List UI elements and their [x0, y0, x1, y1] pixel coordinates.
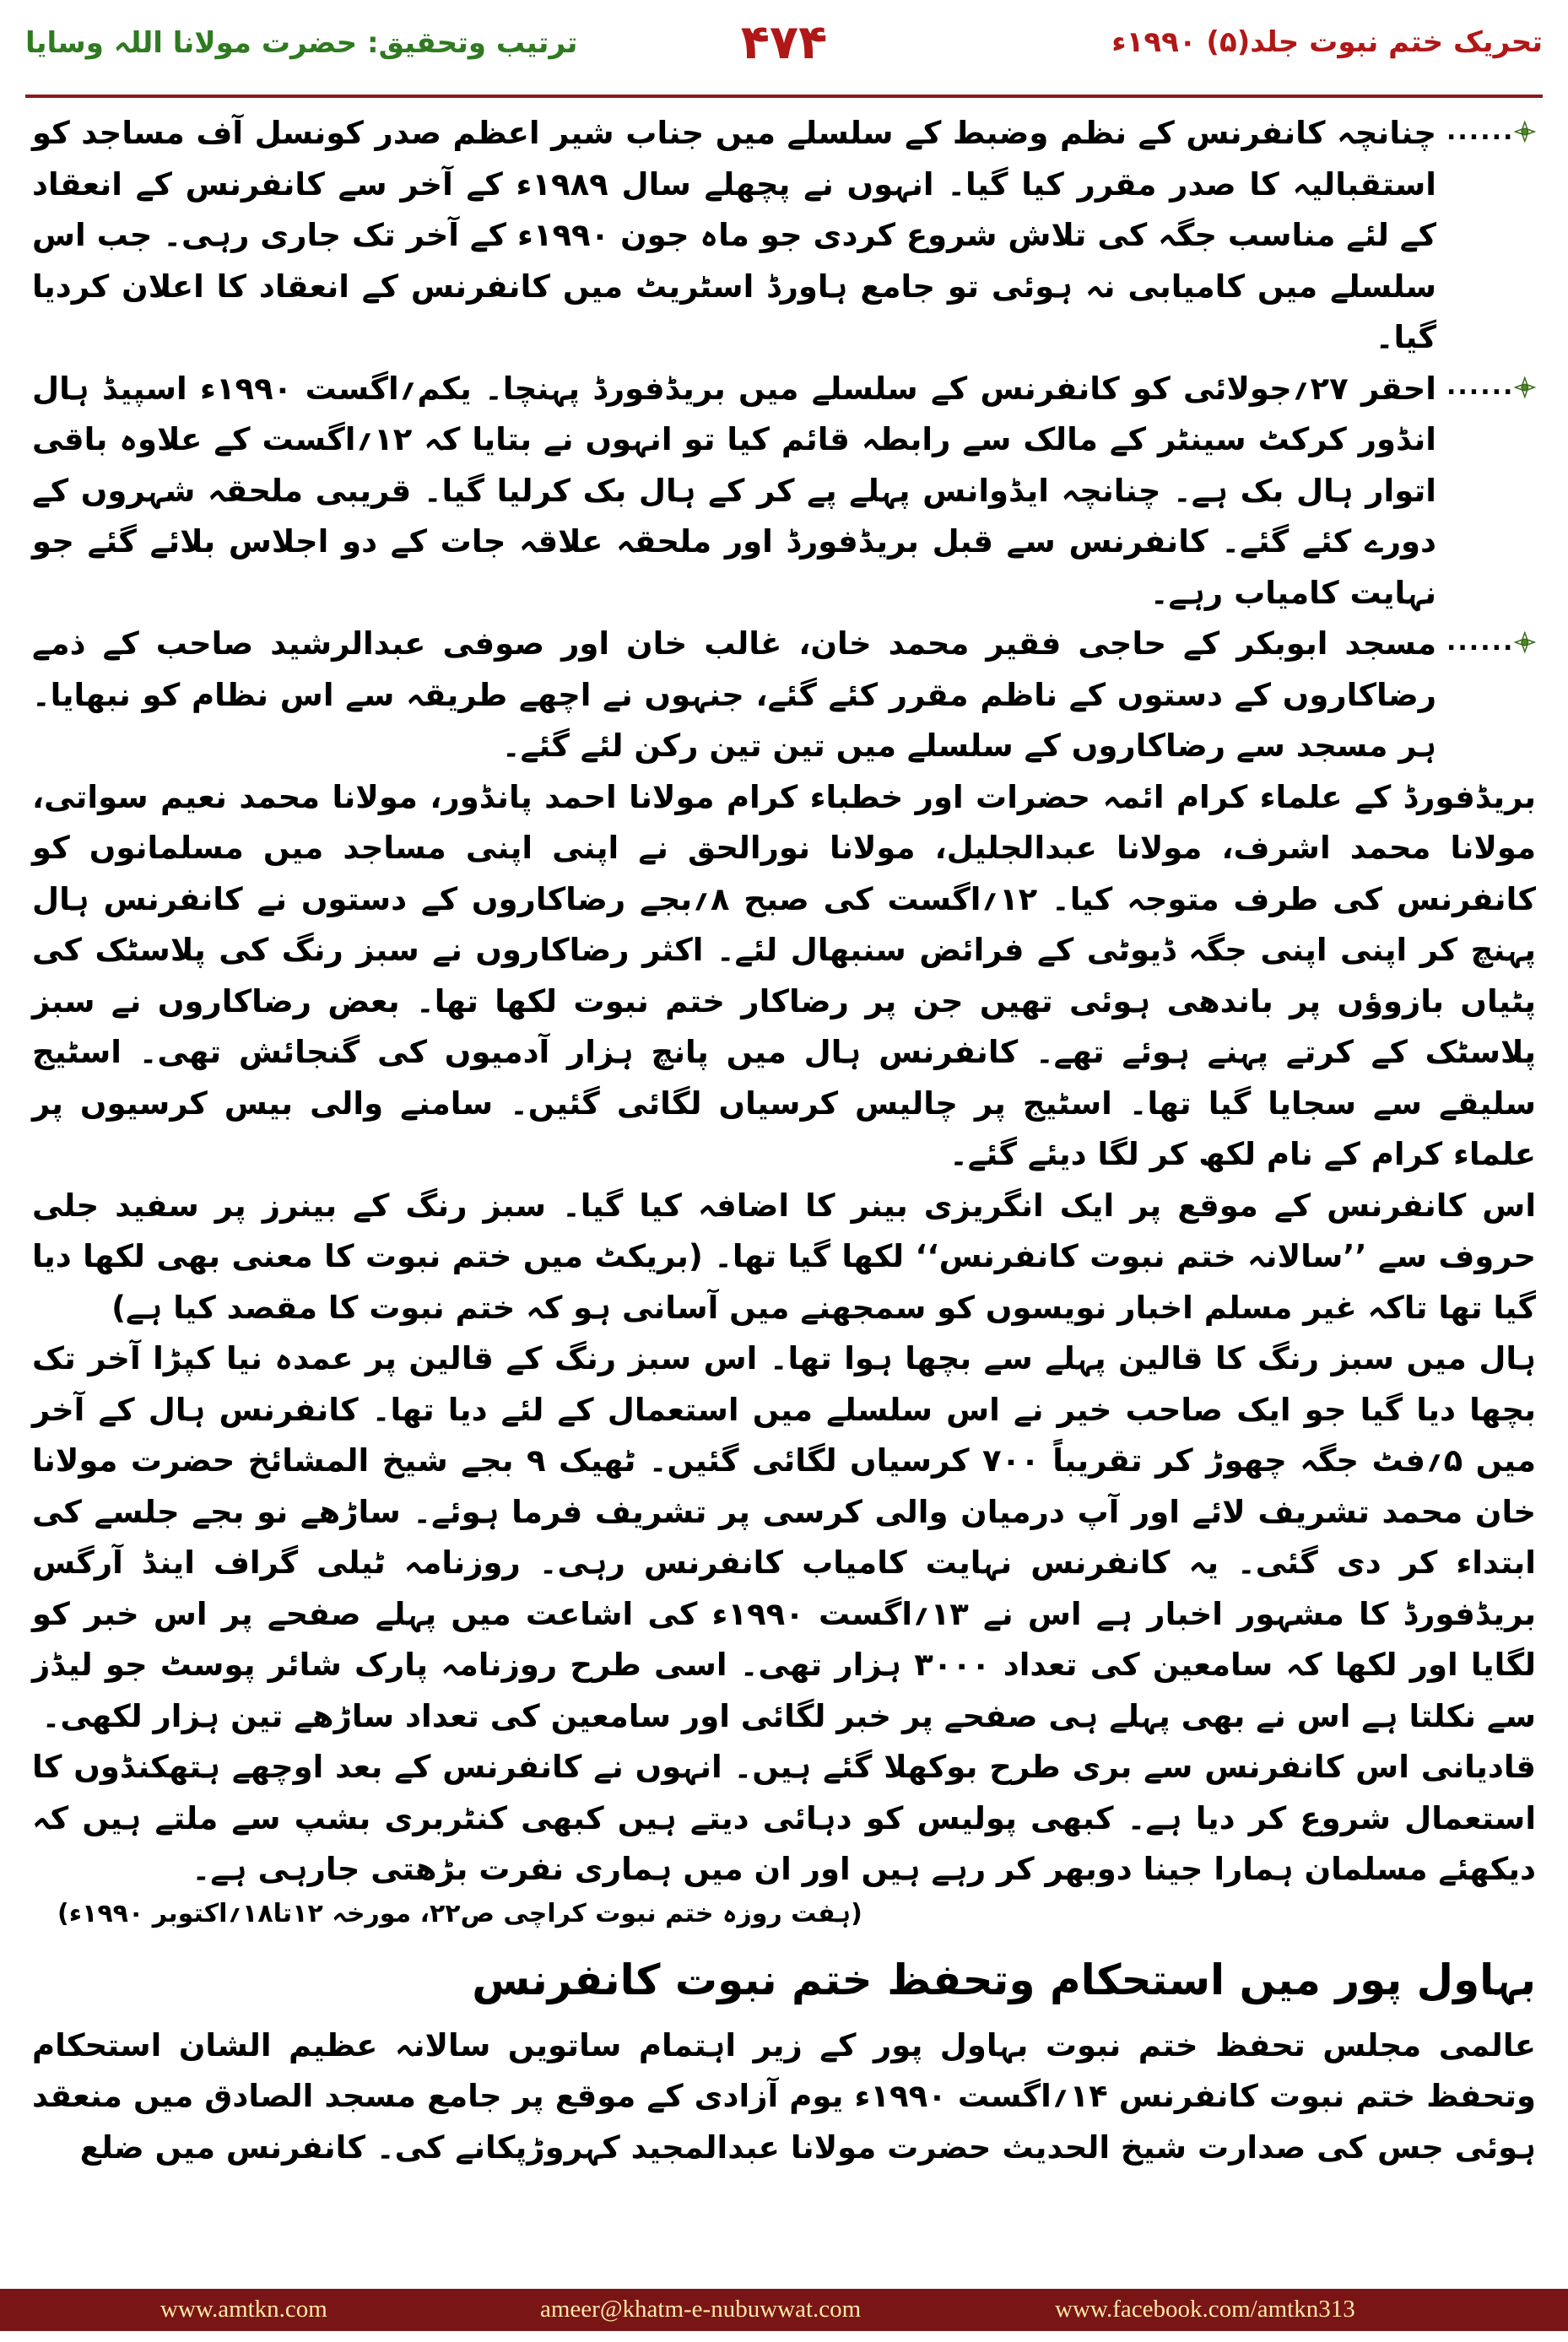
paragraph-1: چنانچہ کانفرنس کے نظم وضبط کے سلسلے میں جناب شیر اعظم صدر کونسل آف مساجد کو استقبالیہ کا صدر مقرر کیا گیا۔ انہوں نے پچھلے سال ۱۹۸۹ء کے آخر سے کانفرنس کے انعقاد کے لئے مناسب جگہ کی تلاش شروع کردی جو ماہ جون ۱۹۹۰ء کے آخر تک جاری رہی۔ جب اس سلسلے میں کامیابی نہ ہوئی تو جامع ہاورڈ اسٹریٹ میں کانفرنس کے انعقاد کا اعلان کردیا گیا۔	[32, 115, 1436, 355]
bullet-dots: ......	[1446, 371, 1515, 402]
ornament-star-icon	[1514, 373, 1536, 402]
ornament-star-icon	[1514, 117, 1536, 146]
facebook-link[interactable]: www.facebook.com/amtkn313	[1055, 2296, 1355, 2323]
page-header	[0, 0, 1568, 93]
paragraph-6: ہال میں سبز رنگ کا قالین پہلے سے بچھا ہوا تھا۔ اس سبز رنگ کے قالین پر عمدہ نیا کپڑا آخر تک بچھا دیا گیا جو ایک صاحب خیر نے اس سلسلے میں استعمال کے لئے دیا تھا۔ کانفرنس ہال کے آخر میں ۵؍فٹ جگہ چھوڑ کر تقریباً ۷۰۰ کرسیاں لگائی گئیں۔ ٹھیک ۹ بجے شیخ المشائخ حضرت مولانا خان محمد تشریف لائے اور آپ درمیان والی کرسی پر تشریف فرما ہوئے۔ ساڑھے نو بجے جلسے کی ابتداء کر دی گئی۔ یہ کانفرنس نہایت کامیاب کانفرنس رہی۔ روزنامہ ٹیلی گراف اینڈ آرگس بریڈفورڈ کا مشہور اخبار ہے اس نے ۱۳؍اگست ۱۹۹۰ء کی اشاعت میں پہلے صفحے پر اس خبر کو لگایا اور لکھا کہ سامعین کی تعداد ۳۰۰۰ ہزار تھی۔ اسی طرح روزنامہ پارک شائر پوسٹ جو لیڈز سے نکلتا ہے اس نے بھی پہلے ہی صفحے پر خبر لگائی اور سامعین کی تعداد ساڑھے تین ہزار لکھی۔	[32, 1340, 1536, 1734]
footer-bar	[0, 2289, 1568, 2331]
bullet-marker	[1443, 369, 1536, 406]
section-paragraph-1: عالمی مجلس تحفظ ختم نبوت بہاول پور کے زیر اہتمام ساتویں سالانہ عظیم الشان استحکام وتحفظ ختم نبوت کانفرنس ۱۴؍اگست ۱۹۹۰ء یوم آزادی کے موقع پر جامع مسجد الصادق میں منعقد ہوئی جس کی صدارت شیخ الحدیث حضرت مولانا عبدالمجید کہروڑپکانے کی۔ کانفرنس میں ضلع	[32, 2026, 1536, 2166]
bullet-marker	[1443, 624, 1536, 661]
email-link[interactable]: ameer@khatm-e-nubuwwat.com	[540, 2296, 862, 2323]
header-book-title: تحریک ختم نبوت جلد(۵) ۱۹۹۰ء	[1111, 25, 1543, 59]
paragraph-5: اس کانفرنس کے موقع پر ایک انگریزی بینر کا اضافہ کیا گیا۔ سبز رنگ کے بینرز پر سفید جلی حروف سے ’’سالانہ ختم نبوت کانفرنس‘‘ لکھا گیا تھا۔ (بریکٹ میں ختم نبوت کا معنی بھی لکھا دیا گیا تھا تاکہ غیر مسلم اخبار نویسوں کو سمجھنے میں آسانی ہو کہ ختم نبوت کا مقصد کیا ہے)	[32, 1187, 1536, 1326]
page-body	[32, 108, 1536, 2173]
bullet-paragraph	[32, 364, 1536, 619]
bullet-dots: ......	[1446, 116, 1515, 146]
paragraph-3: مسجد ابوبکر کے حاجی فقیر محمد خان، غالب خان اور صوفی عبدالرشید صاحب کے ذمے رضاکاروں کے دستوں کے ناظم مقرر کئے گئے، جنہوں نے اچھے طریقہ سے اس نظام کو نبھایا۔ ہر مسجد سے رضاکاروں کے سلسلے میں تین تین رکن لئے گئے۔	[32, 625, 1436, 764]
paragraph-7: قادیانی اس کانفرنس سے بری طرح بوکھلا گئے ہیں۔ انہوں نے کانفرنس کے بعد اوچھے ہتھکنڈوں کا استعمال شروع کر دیا ہے۔ کبھی پولیس کو دہائی دیتے ہیں کبھی کنٹربری بشپ سے ملتے ہیں کہ دیکھئے مسلمان ہمارا جینا دوبھر کر رہے ہیں اور ان میں ہماری نفرت بڑھتی جارہی ہے۔	[32, 1749, 1536, 1887]
section-heading: بہاول پور میں استحکام وتحفظ ختم نبوت کانفرنس	[472, 1955, 1536, 2004]
bullet-marker	[1443, 113, 1536, 150]
paragraph-4: بریڈفورڈ کے علماء کرام ائمہ حضرات اور خطباء کرام مولانا احمد پانڈور، مولانا محمد نعیم سواتی، مولانا محمد اشرف، مولانا عبدالجلیل، مولانا نورالحق نے اپنی اپنی مساجد میں مسلمانوں کو کانفرنس کی طرف متوجہ کیا۔ ۱۲؍اگست کی صبح ۸؍بجے رضاکاروں کے دستوں نے کانفرنس ہال پہنچ کر اپنی اپنی جگہ ڈیوٹی کے فرائض سنبھال لئے۔ اکثر رضاکاروں نے سبز رنگ کی پلاسٹک کی پٹیاں بازوؤں پر باندھی ہوئی تھیں جن پر رضاکار ختم نبوت لکھا تھا۔ بعض رضاکاروں نے سبز پلاسٹک کے کرتے پہنے ہوئے تھے۔ کانفرنس ہال میں پانچ ہزار آدمیوں کی گنجائش تھی۔ اسٹیج سلیقے سے سجایا گیا تھا۔ اسٹیج پر چالیس کرسیاں لگائی گئیں۔ سامنے والی بیس کرسیوں پر علماء کرام کے نام لکھ کر لگا دیئے گئے۔	[32, 778, 1536, 1172]
ornament-star-icon	[1514, 628, 1536, 657]
bullet-paragraph	[32, 108, 1536, 364]
paragraph-2: احقر ۲۷؍جولائی کو کانفرنس کے سلسلے میں بریڈفورڈ پہنچا۔ یکم؍اگست ۱۹۹۰ء اسپیڈ ہال انڈور کرکٹ سینٹر کے مالک سے رابطہ قائم کیا تو انہوں نے بتایا کہ ۱۲؍اگست کے علاوہ باقی اتوار ہال بک ہے۔ چنانچہ ایڈوانس پہلے پے کر کے ہال بک کرلیا گیا۔ قریبی ملحقہ شہروں کے دورے کئے گئے۔ کانفرنس سے قبل بریڈفورڈ اور ملحقہ علاقہ جات کے دو اجلاس بلائے گئے جو نہایت کامیاب رہے۔	[32, 370, 1436, 611]
page-number: ۴۷۴	[740, 15, 828, 70]
bullet-paragraph	[32, 619, 1536, 772]
header-divider	[25, 95, 1543, 98]
bullet-dots: ......	[1446, 626, 1515, 657]
website-link[interactable]: www.amtkn.com	[160, 2296, 327, 2323]
header-author: ترتیب وتحقیق: حضرت مولانا اللہ وسایا	[25, 26, 578, 60]
citation: (ہفت روزہ ختم نبوت کراچی ص۲۲، مورخہ ۱۲تا۱۸؍اکتوبر ۱۹۹۰ء)	[57, 1898, 862, 1928]
